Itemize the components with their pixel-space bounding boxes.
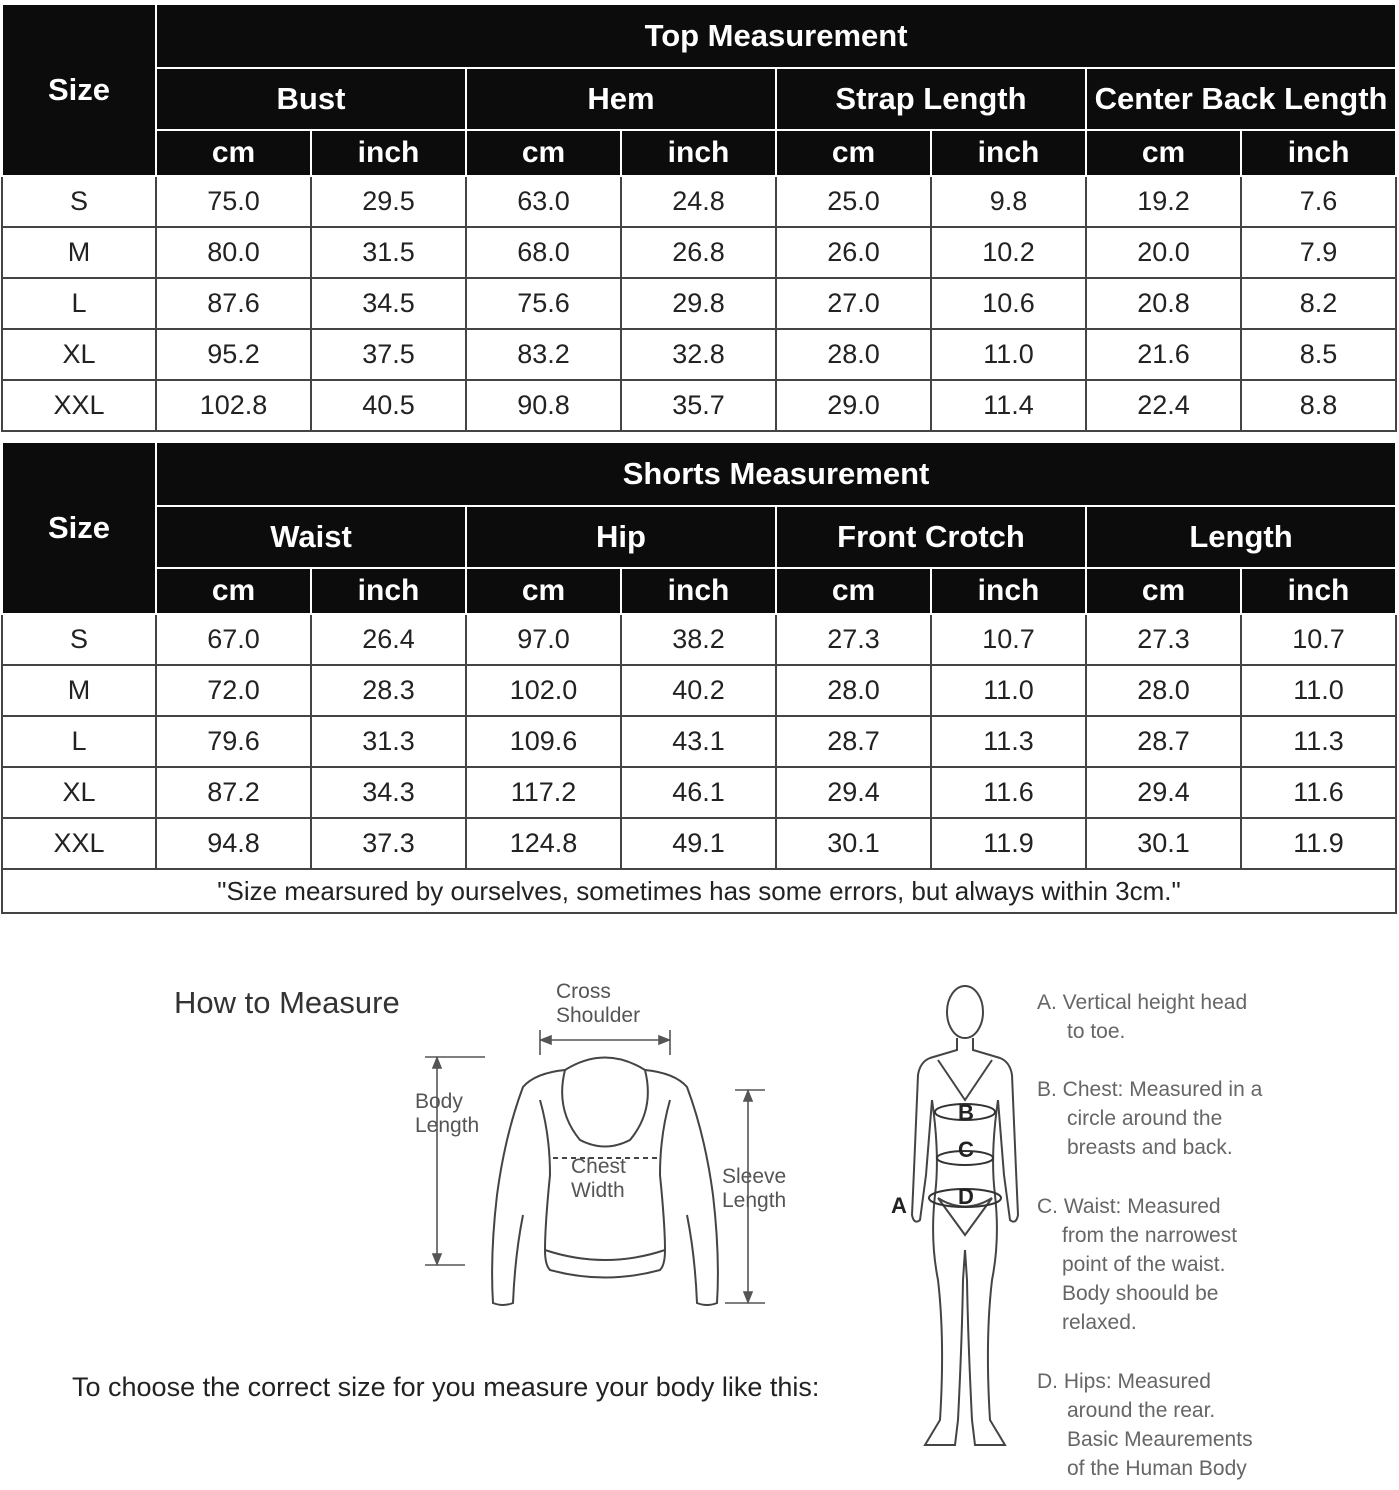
measurement-note: "Size mearsured by ourselves, sometimes has some errors, but always within 3cm." <box>2 869 1396 913</box>
value-cell: 94.8 <box>156 818 311 869</box>
value-cell: 29.5 <box>311 176 466 227</box>
value-cell: 102.8 <box>156 380 311 431</box>
value-cell: 24.8 <box>621 176 776 227</box>
value-cell: 10.6 <box>931 278 1086 329</box>
value-cell: 9.8 <box>931 176 1086 227</box>
value-cell: 83.2 <box>466 329 621 380</box>
figure-letter-d: D <box>958 1184 974 1209</box>
center-back-length-header: Center Back Length <box>1086 68 1396 130</box>
value-cell: 38.2 <box>621 614 776 665</box>
table-row <box>2 614 1396 665</box>
value-cell: 28.3 <box>311 665 466 716</box>
size-cell: XL <box>2 329 156 380</box>
bust-header: Bust <box>156 68 466 130</box>
value-cell: 37.3 <box>311 818 466 869</box>
size-cell: S <box>2 176 156 227</box>
strap-length-header: Strap Length <box>776 68 1086 130</box>
size-cell: L <box>2 716 156 767</box>
unit-cm: cm <box>776 568 931 614</box>
value-cell: 8.2 <box>1241 278 1396 329</box>
top-measurement-table <box>1 3 1397 432</box>
value-cell: 97.0 <box>466 614 621 665</box>
value-cell: 28.0 <box>776 665 931 716</box>
unit-inch: inch <box>311 568 466 614</box>
size-column-header: Size <box>2 442 156 614</box>
unit-inch: inch <box>621 568 776 614</box>
size-cell: L <box>2 278 156 329</box>
waist-header: Waist <box>156 506 466 568</box>
value-cell: 7.6 <box>1241 176 1396 227</box>
unit-inch: inch <box>1241 568 1396 614</box>
value-cell: 21.6 <box>1086 329 1241 380</box>
value-cell: 43.1 <box>621 716 776 767</box>
table-row <box>2 818 1396 869</box>
legend-c: C. Waist: Measured from the narrowest point of the waist. Body shoould be relaxed. <box>1037 1195 1238 1334</box>
value-cell: 11.0 <box>931 665 1086 716</box>
size-cell: XXL <box>2 818 156 869</box>
value-cell: 28.7 <box>776 716 931 767</box>
figure-letter-b: B <box>958 1100 974 1125</box>
value-cell: 67.0 <box>156 614 311 665</box>
legend-b: B. Chest: Measured in a circle around the breasts and back. <box>1037 1078 1263 1159</box>
value-cell: 68.0 <box>466 227 621 278</box>
cross-shoulder-label: Cross Shoulder <box>556 980 641 1027</box>
value-cell: 22.4 <box>1086 380 1241 431</box>
value-cell: 10.7 <box>1241 614 1396 665</box>
table-row <box>2 278 1396 329</box>
value-cell: 117.2 <box>466 767 621 818</box>
value-cell: 27.3 <box>1086 614 1241 665</box>
value-cell: 8.5 <box>1241 329 1396 380</box>
value-cell: 11.0 <box>931 329 1086 380</box>
value-cell: 35.7 <box>621 380 776 431</box>
table-row <box>2 767 1396 818</box>
unit-inch: inch <box>931 130 1086 176</box>
shorts-table-body <box>2 614 1396 869</box>
value-cell: 29.0 <box>776 380 931 431</box>
hip-header: Hip <box>466 506 776 568</box>
unit-cm: cm <box>156 130 311 176</box>
value-cell: 28.7 <box>1086 716 1241 767</box>
value-cell: 28.0 <box>1086 665 1241 716</box>
body-figure-illustration <box>900 980 1030 1460</box>
value-cell: 109.6 <box>466 716 621 767</box>
size-cell: S <box>2 614 156 665</box>
hem-header: Hem <box>466 68 776 130</box>
value-cell: 10.2 <box>931 227 1086 278</box>
table-row <box>2 380 1396 431</box>
value-cell: 124.8 <box>466 818 621 869</box>
value-cell: 46.1 <box>621 767 776 818</box>
shorts-unit-row <box>2 568 1396 614</box>
value-cell: 72.0 <box>156 665 311 716</box>
size-column-header: Size <box>2 4 156 176</box>
value-cell: 87.2 <box>156 767 311 818</box>
table-row <box>2 665 1396 716</box>
value-cell: 25.0 <box>776 176 931 227</box>
value-cell: 75.0 <box>156 176 311 227</box>
value-cell: 20.8 <box>1086 278 1241 329</box>
front-crotch-header: Front Crotch <box>776 506 1086 568</box>
value-cell: 7.9 <box>1241 227 1396 278</box>
table-row <box>2 227 1396 278</box>
table-row <box>2 329 1396 380</box>
top-unit-row <box>2 130 1396 176</box>
unit-cm: cm <box>776 130 931 176</box>
value-cell: 40.2 <box>621 665 776 716</box>
value-cell: 75.6 <box>466 278 621 329</box>
value-cell: 11.9 <box>931 818 1086 869</box>
unit-cm: cm <box>466 130 621 176</box>
value-cell: 10.7 <box>931 614 1086 665</box>
value-cell: 19.2 <box>1086 176 1241 227</box>
value-cell: 26.4 <box>311 614 466 665</box>
sleeve-length-label: Sleeve Length <box>722 1165 787 1212</box>
value-cell: 87.6 <box>156 278 311 329</box>
legend-d: D. Hips: Measured around the rear. Basic Meaurements of the Human Body <box>1037 1370 1253 1480</box>
value-cell: 30.1 <box>1086 818 1241 869</box>
value-cell: 31.5 <box>311 227 466 278</box>
size-cell: M <box>2 227 156 278</box>
how-to-measure-title: How to Measure <box>174 985 400 1020</box>
value-cell: 29.4 <box>1086 767 1241 818</box>
value-cell: 95.2 <box>156 329 311 380</box>
value-cell: 90.8 <box>466 380 621 431</box>
value-cell: 28.0 <box>776 329 931 380</box>
value-cell: 20.0 <box>1086 227 1241 278</box>
body-length-label: Body Length <box>415 1090 480 1137</box>
unit-cm: cm <box>156 568 311 614</box>
table-row <box>2 176 1396 227</box>
top-measurement-title: Top Measurement <box>156 4 1396 68</box>
unit-inch: inch <box>931 568 1086 614</box>
value-cell: 11.0 <box>1241 665 1396 716</box>
value-cell: 32.8 <box>621 329 776 380</box>
unit-inch: inch <box>621 130 776 176</box>
unit-cm: cm <box>1086 568 1241 614</box>
length-header: Length <box>1086 506 1396 568</box>
shorts-measurement-title: Shorts Measurement <box>156 442 1396 506</box>
value-cell: 26.8 <box>621 227 776 278</box>
unit-inch: inch <box>311 130 466 176</box>
figure-letter-c: C <box>958 1137 974 1162</box>
value-cell: 80.0 <box>156 227 311 278</box>
size-cell: M <box>2 665 156 716</box>
size-cell: XXL <box>2 380 156 431</box>
value-cell: 29.4 <box>776 767 931 818</box>
value-cell: 79.6 <box>156 716 311 767</box>
value-cell: 11.3 <box>931 716 1086 767</box>
table-row <box>2 716 1396 767</box>
value-cell: 63.0 <box>466 176 621 227</box>
value-cell: 27.3 <box>776 614 931 665</box>
value-cell: 102.0 <box>466 665 621 716</box>
value-cell: 11.9 <box>1241 818 1396 869</box>
chest-width-label: Chest Width <box>571 1155 626 1202</box>
size-cell: XL <box>2 767 156 818</box>
value-cell: 34.3 <box>311 767 466 818</box>
value-cell: 27.0 <box>776 278 931 329</box>
top-table-body <box>2 176 1396 431</box>
value-cell: 11.6 <box>1241 767 1396 818</box>
shorts-measurement-table <box>1 441 1397 914</box>
value-cell: 34.5 <box>311 278 466 329</box>
legend-a: A. Vertical height head to toe. <box>1037 991 1248 1043</box>
value-cell: 8.8 <box>1241 380 1396 431</box>
measure-instruction: To choose the correct size for you measure your body like this: <box>72 1372 820 1402</box>
unit-cm: cm <box>1086 130 1241 176</box>
figure-letter-a: A <box>891 1193 907 1218</box>
value-cell: 49.1 <box>621 818 776 869</box>
value-cell: 30.1 <box>776 818 931 869</box>
value-cell: 40.5 <box>311 380 466 431</box>
value-cell: 31.3 <box>311 716 466 767</box>
value-cell: 29.8 <box>621 278 776 329</box>
unit-inch: inch <box>1241 130 1396 176</box>
value-cell: 11.6 <box>931 767 1086 818</box>
unit-cm: cm <box>466 568 621 614</box>
value-cell: 11.4 <box>931 380 1086 431</box>
value-cell: 26.0 <box>776 227 931 278</box>
value-cell: 37.5 <box>311 329 466 380</box>
value-cell: 11.3 <box>1241 716 1396 767</box>
